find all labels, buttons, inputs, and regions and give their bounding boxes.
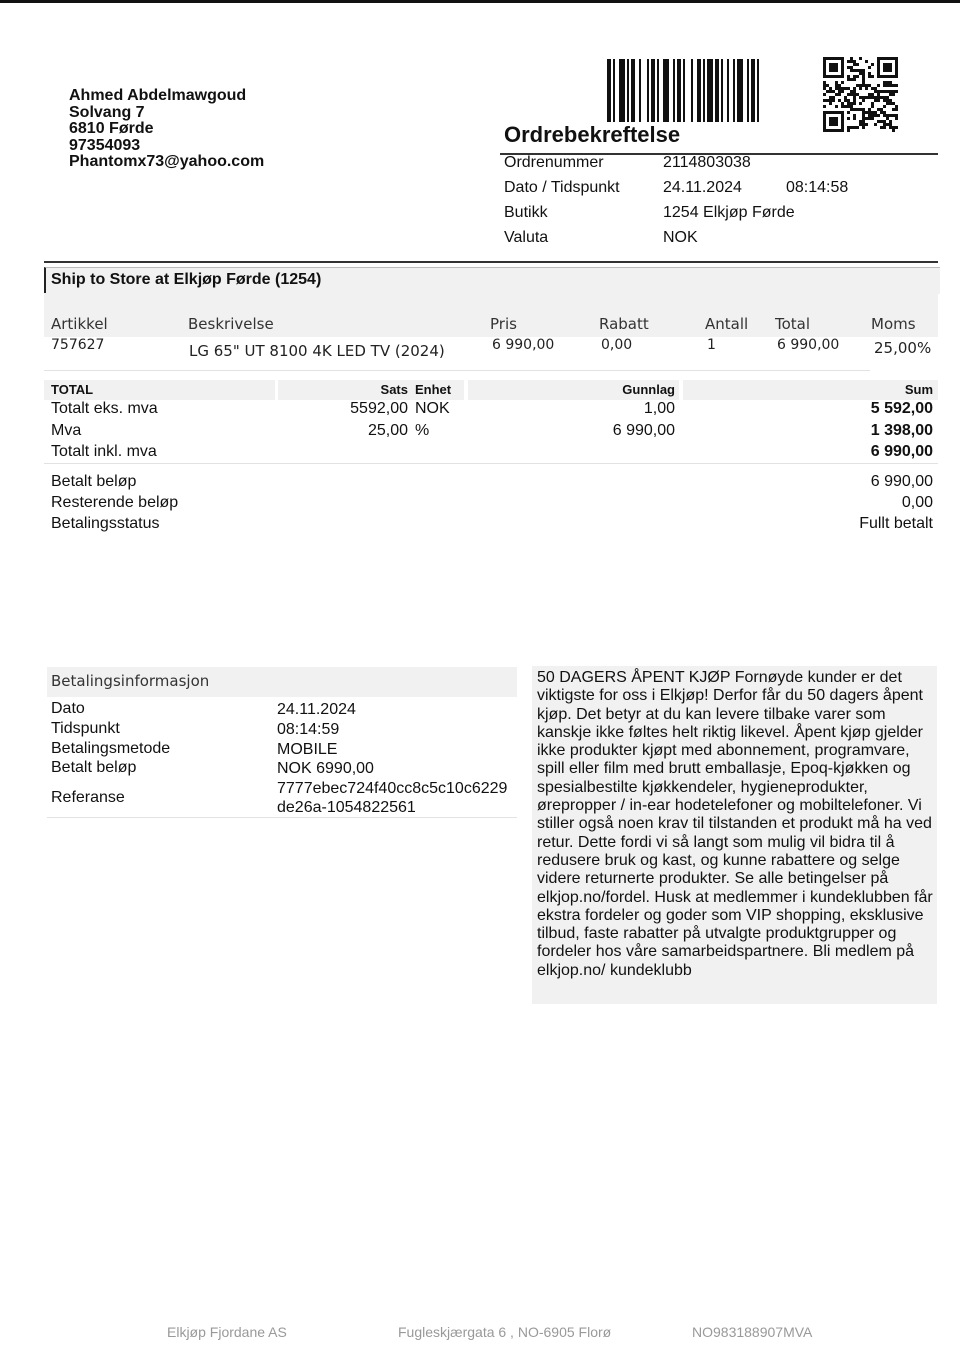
order-store-value: 1254 Elkjøp Førde <box>663 204 795 221</box>
payment-time-value: 08:14:59 <box>277 721 340 738</box>
totals-row-rate: 5592,00 <box>350 400 408 417</box>
payment-date-value: 24.11.2024 <box>277 701 356 718</box>
totals-divider <box>44 463 938 464</box>
remaining-amount-value: 0,00 <box>901 494 933 511</box>
order-currency-value: NOK <box>663 229 698 246</box>
item-quantity: 1 <box>707 337 716 353</box>
totals-header-unit: Enhet <box>415 382 452 397</box>
order-number-label: Ordrenummer <box>504 154 604 171</box>
order-number-row <box>504 152 904 177</box>
order-store-label: Butikk <box>504 204 548 221</box>
top-border <box>0 0 960 3</box>
remaining-amount-label: Resterende beløp <box>51 494 179 511</box>
totals-row-label: Totalt inkl. mva <box>51 443 157 460</box>
items-header-total: Total <box>775 315 811 333</box>
customer-name: Ahmed Abdelmawgoud <box>69 87 247 104</box>
totals-header-gap <box>464 380 468 400</box>
payment-reference-label: Referanse <box>51 789 125 806</box>
payment-amount-label: Betalt beløp <box>51 759 137 776</box>
totals-row-unit: % <box>415 422 430 439</box>
items-header-quantity: Antall <box>705 315 749 333</box>
order-time-value: 08:14:58 <box>786 179 849 196</box>
totals-header-label: TOTAL <box>51 382 94 397</box>
totals-row-sum: 6 990,00 <box>870 443 933 460</box>
items-header-discount: Rabatt <box>599 315 649 333</box>
item-vat: 25,00% <box>874 339 932 357</box>
items-header-description: Beskrivelse <box>188 315 274 333</box>
payment-date-label: Dato <box>51 700 85 717</box>
item-total: 6 990,00 <box>777 337 840 353</box>
payment-status-label: Betalingsstatus <box>51 515 160 532</box>
totals-row-label: Mva <box>51 422 82 439</box>
order-datetime-row <box>504 177 904 202</box>
totals-header-basis: Gunnlag <box>622 382 675 397</box>
payment-info-divider <box>47 817 517 818</box>
paid-amount-label: Betalt beløp <box>51 473 137 490</box>
order-number-value: 2114803038 <box>663 154 751 171</box>
terms-text: 50 DAGERS ÅPENT KJØP Fornøyde kunder er det viktigste for oss i Elkjøp! Derfor får du 50 dagers åpent kjøp. Det betyr at du kan levere tilbake varer som kanskje ikke føltes helt riktig likevel. Åpent kjøp gjelder ikke produkter kjøpt med abonnement, programvare, spill eller film med brutt emballasje, Epoq-kjøkken og spesialbestilte kjøkkendeler, hygieneprodukter, ørepropper / in-ear hodetelefoner og mobiltelefoner. Vi stiller også noen krav til tilstanden et produkt må ha ved retur. Dette fordi vi så langt som mulig vil bidra til å redusere bruk og kast, og kunne rabattere og selge videre returnerte produkter. Se alle betingelser på elkjop.no/fordel. Husk at medlemmer i kundeklubben får ekstra fordeler og goder som VIP shopping, eksklusive tilbud, faste rabatter på utvalgte produktgrupper og fordeler hos våre samarbeidspartnere. Bli medlem på elkjop.no/ kundeklubb <box>537 669 933 979</box>
items-header-article: Artikkel <box>51 315 108 333</box>
paid-amount-value: 6 990,00 <box>870 473 933 490</box>
payment-reference-value-line1: 7777ebec724f40cc8c5c10c6229 <box>277 780 508 797</box>
totals-header-bg <box>44 380 938 400</box>
totals-row-basis: 6 990,00 <box>612 422 675 439</box>
payment-method-value: MOBILE <box>277 741 338 758</box>
order-datetime-label: Dato / Tidspunkt <box>504 179 620 196</box>
barcode-icon <box>607 59 803 122</box>
item-discount: 0,00 <box>601 337 633 353</box>
customer-city: 6810 Førde <box>69 120 154 137</box>
payment-status-value: Fullt betalt <box>859 515 933 532</box>
qr-code-icon <box>823 57 898 132</box>
ship-title: Ship to Store at Elkjøp Førde (1254) <box>51 271 322 288</box>
footer-address: Fugleskjærgata 6 , NO-6905 Florø <box>398 1324 612 1340</box>
footer-org-number: NO983188907MVA <box>692 1324 813 1340</box>
order-currency-row <box>504 227 904 252</box>
items-header-price: Pris <box>490 315 517 333</box>
customer-street: Solvang 7 <box>69 103 145 121</box>
totals-row-basis: 1,00 <box>643 400 675 417</box>
order-currency-label: Valuta <box>504 229 549 246</box>
payment-time-label: Tidspunkt <box>51 720 120 737</box>
totals-row-label: Totalt eks. mva <box>51 400 158 417</box>
items-header-vat: Moms <box>871 315 916 333</box>
order-title: Ordrebekreftelse <box>504 122 681 147</box>
payment-info-title: Betalingsinformasjon <box>51 672 210 690</box>
order-store-row <box>504 202 904 227</box>
totals-row-sum: 1 398,00 <box>870 422 933 439</box>
item-price: 6 990,00 <box>492 337 555 353</box>
footer-company: Elkjøp Fjordane AS <box>167 1324 287 1340</box>
items-divider <box>44 370 870 371</box>
totals-row-unit: NOK <box>415 400 450 417</box>
totals-row-sum: 5 592,00 <box>870 400 933 417</box>
payment-reference-value-line2: de26a-1054822561 <box>277 799 416 816</box>
payment-amount-value: NOK 6990,00 <box>277 760 374 777</box>
totals-header-gap <box>275 380 278 400</box>
totals-row-rate: 25,00 <box>367 422 408 439</box>
item-article: 757627 <box>51 337 105 353</box>
customer-email: Phantomx73@yahoo.com <box>69 153 265 170</box>
payment-method-label: Betalingsmetode <box>51 740 171 757</box>
order-date-value: 24.11.2024 <box>663 179 742 196</box>
customer-phone: 97354093 <box>69 136 141 154</box>
item-description: LG 65" UT 8100 4K LED TV (2024) <box>189 342 445 360</box>
customer-address <box>69 88 264 171</box>
ship-divider <box>44 261 938 263</box>
totals-header-rate: Sats <box>380 382 408 397</box>
totals-header-gap <box>679 380 683 400</box>
totals-header-sum: Sum <box>904 382 933 397</box>
